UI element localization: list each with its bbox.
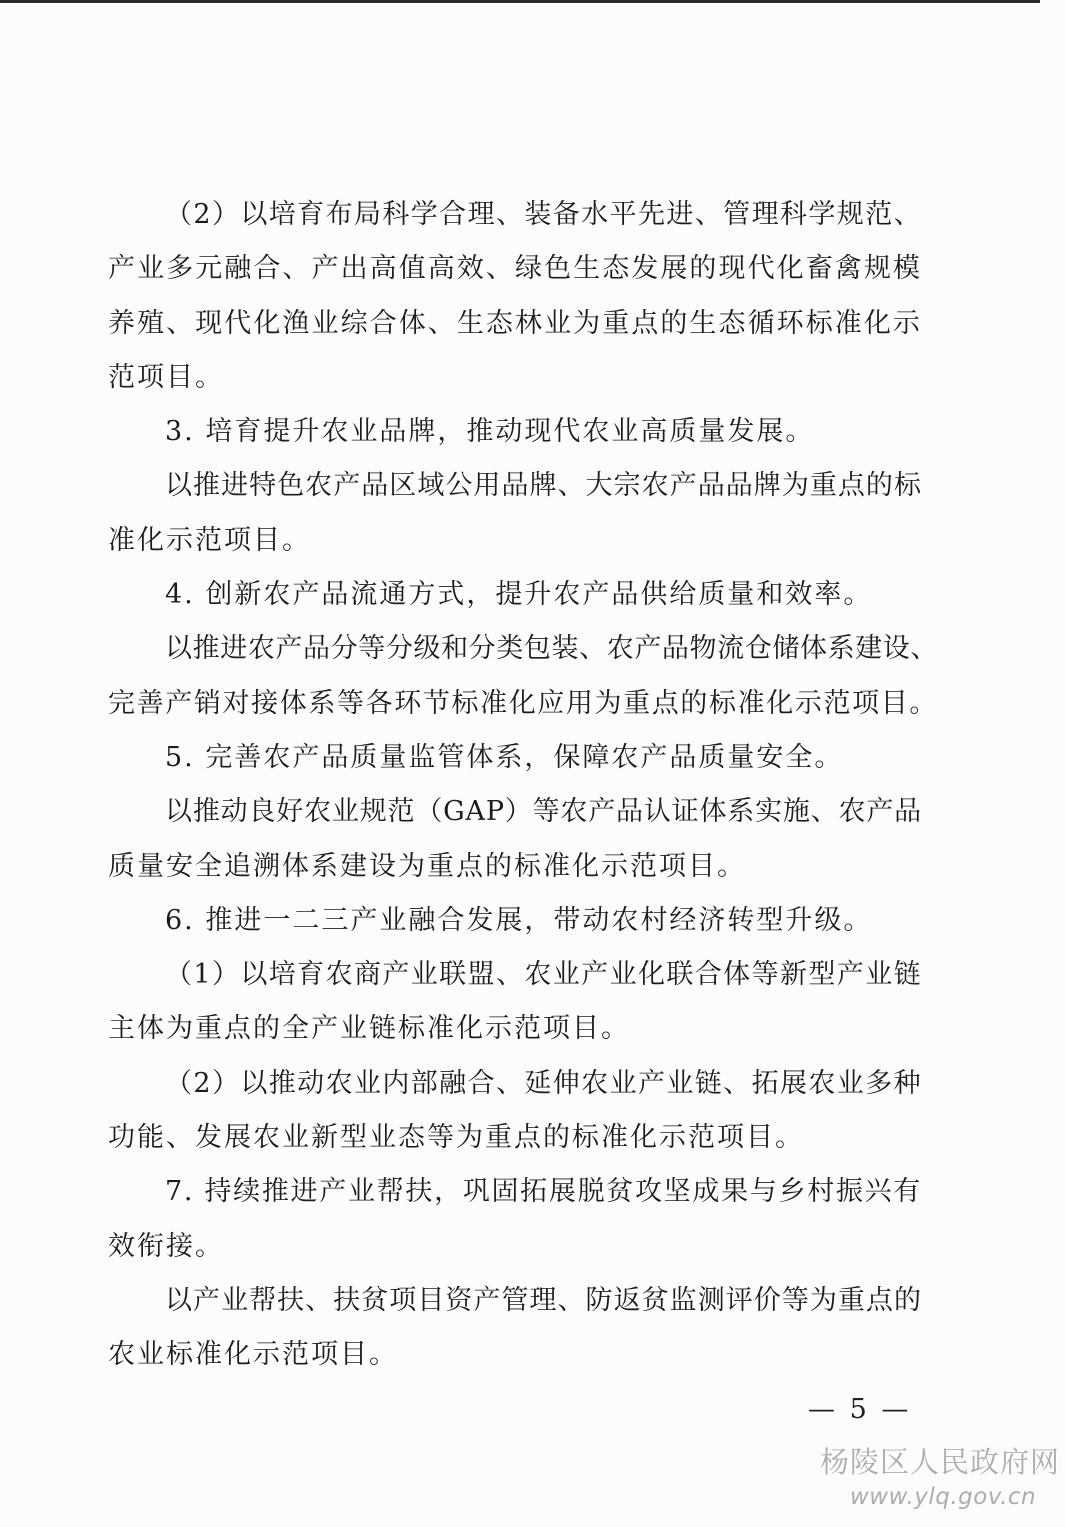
paragraph — [108, 459, 922, 568]
paragraph — [108, 1057, 922, 1166]
section-heading-text: 4. 创新农产品流通方式，提升农产品供给质量和效率。 — [165, 579, 873, 611]
text-line: 以推进农产品分等分级和分类包装、农产品物流仓储体系建设、 — [165, 633, 938, 665]
section-heading — [108, 1165, 922, 1274]
text-line: 主体为重点的全产业链标准化示范项目。 — [108, 1013, 630, 1045]
section-heading-text: 效衔接。 — [108, 1230, 224, 1262]
text-line: 产业多元融合、产出高值高效、绿色生态发展的现代化畜禽规模 — [108, 253, 922, 285]
section-heading-text: 6. 推进一二三产业融合发展，带动农村经济转型升级。 — [165, 904, 873, 936]
text-line: 完善产销对接体系等各环节标准化应用为重点的标准化示范项目。 — [108, 687, 938, 719]
text-line: 以推动良好农业规范（GAP）等农产品认证体系实施、农产品 — [165, 796, 922, 828]
section-heading-text: 3. 培育提升农业品牌，推动现代农业高质量发展。 — [165, 416, 815, 448]
section-heading — [108, 405, 922, 459]
text-line: （1）以培育农商产业联盟、农业产业化联合体等新型产业链 — [165, 959, 922, 991]
scan-top-edge — [0, 0, 1040, 3]
section-heading — [108, 894, 922, 948]
text-line: 准化示范项目。 — [108, 524, 311, 556]
text-line: （2）以推动农业内部融合、延伸农业产业链、拓展农业多种 — [165, 1067, 922, 1099]
section-heading-text: 5. 完善农产品质量监管体系，保障农产品质量安全。 — [165, 741, 844, 773]
watermark-site-url: www.ylq.gov.cn — [850, 1484, 1037, 1510]
text-line: 以推进特色农产品区域公用品牌、大宗农产品品牌为重点的标 — [165, 470, 922, 502]
paragraph — [108, 785, 922, 894]
text-line: 范项目。 — [108, 361, 224, 393]
text-line: 养殖、现代化渔业综合体、生态林业为重点的生态循环标准化示 — [108, 307, 922, 339]
page-number: — 5 — — [808, 1394, 912, 1425]
paragraph — [108, 948, 922, 1057]
paragraph — [108, 622, 938, 731]
text-line: 以产业帮扶、扶贫项目资产管理、防返贫监测评价等为重点的 — [165, 1284, 922, 1316]
section-heading-text: 7. 持续推进产业帮扶，巩固拓展脱贫攻坚成果与乡村振兴有 — [165, 1176, 922, 1208]
text-line: （2）以培育布局科学合理、装备水平先进、管理科学规范、 — [165, 199, 922, 230]
paragraph — [108, 1274, 922, 1383]
text-line: 农业标准化示范项目。 — [108, 1339, 398, 1371]
section-heading — [108, 568, 922, 622]
paragraph — [108, 188, 922, 405]
text-line: 质量安全追溯体系建设为重点的标准化示范项目。 — [108, 850, 746, 882]
watermark-site-name: 杨陵区人民政府网 — [820, 1445, 1061, 1479]
section-heading — [108, 731, 922, 785]
document-body — [108, 188, 938, 1383]
text-line: 功能、发展农业新型业态等为重点的标准化示范项目。 — [108, 1122, 804, 1154]
